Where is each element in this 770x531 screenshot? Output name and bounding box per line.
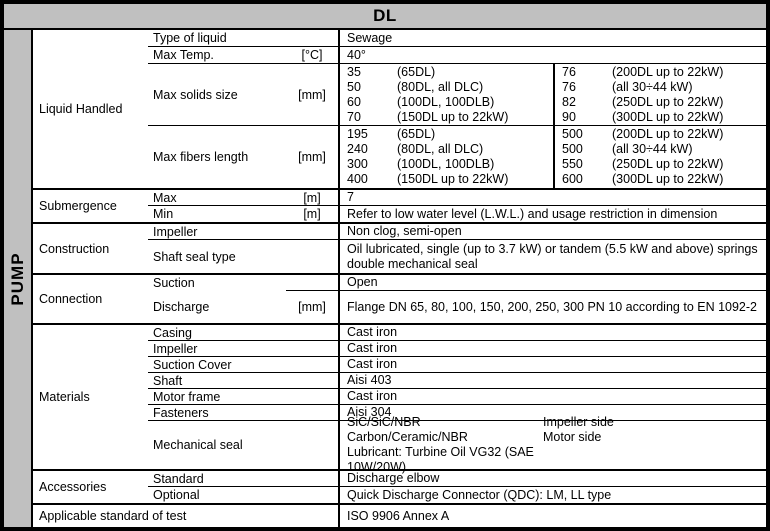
value-cell (338, 47, 766, 64)
property-label: Type of liquid (148, 30, 286, 47)
property-label: Impeller (148, 341, 286, 357)
spec-row-applicable-standard-of-test (338, 505, 766, 527)
value-material: Lubricant: Turbine Oil VG32 (SAE 10W/20W) (347, 445, 534, 474)
spec-group-submergence-max (33, 190, 766, 224)
value-line (562, 65, 766, 80)
value-model-note: (65DL) (397, 127, 436, 141)
value-text: Cast iron (347, 389, 398, 403)
value-text: 40° (347, 47, 366, 62)
group-label: Accessories (39, 480, 107, 494)
property-label: Max solids size (148, 64, 286, 126)
unit-label (286, 275, 338, 291)
spec-row-submergence-min (148, 206, 766, 222)
property-label: Impeller (148, 224, 286, 240)
value-line (347, 80, 553, 95)
value-number: 70 (347, 109, 361, 124)
value-model-note: (100DL, 100DLB) (397, 94, 495, 109)
value-model-note: (all 30÷44 kW) (612, 79, 693, 94)
spec-row-suction-cover (148, 357, 766, 373)
table-title (4, 4, 766, 30)
unit-label: [m] (303, 207, 321, 221)
unit-label (286, 240, 338, 273)
property-label: Mechanical seal (153, 438, 243, 452)
unit-label (286, 357, 338, 373)
value-text: 7 (347, 190, 354, 204)
value-line (562, 110, 766, 125)
value-text: Cast iron (347, 357, 398, 371)
value-side-note: Motor side (543, 430, 602, 444)
value-model-note: (250DL up to 22kW) (612, 157, 724, 171)
value-model-note: (300DL up to 22kW) (612, 109, 724, 124)
unit-label (286, 487, 338, 503)
spec-row-submergence-max (148, 190, 766, 206)
unit-label (286, 30, 338, 47)
value-model-note: (all 30÷44 kW) (612, 142, 693, 156)
value-number: 50 (347, 79, 361, 94)
value-number: 90 (562, 109, 576, 124)
value-cell (338, 275, 766, 291)
value-model-note: (300DL up to 22kW) (612, 172, 724, 186)
value-text: Aisi 403 (347, 373, 392, 387)
spec-row-max-fibers-length (148, 126, 766, 188)
value-number: 240 (347, 142, 368, 156)
value-number: 500 (562, 127, 583, 141)
spec-row-impeller-material (148, 341, 766, 357)
value-cell (338, 30, 766, 47)
group-rows (148, 471, 766, 503)
value-model-note: (100DL, 100DLB) (397, 157, 495, 171)
value-model-note: (150DL up to 22kW) (397, 172, 509, 186)
value-subcolumn-right (553, 126, 766, 188)
spec-row-max-temp (148, 47, 766, 64)
property-label: Min (153, 207, 174, 221)
unit-label (286, 389, 338, 405)
group-label: Submergence (39, 199, 117, 213)
property-label: Max (148, 190, 286, 206)
value-text: Refer to low water level (L.W.L.) and usage restriction in dimension (347, 206, 718, 221)
value-line (347, 142, 553, 157)
value-text: Discharge elbow (347, 471, 440, 485)
unit-label (286, 224, 338, 240)
value-text: Sewage (347, 30, 393, 45)
spec-row-shaft (148, 373, 766, 389)
value-model-note: (65DL) (397, 64, 436, 79)
spec-row-max-solids-size (148, 64, 766, 126)
value-number: 400 (347, 172, 368, 186)
value-line (562, 127, 766, 142)
value-subcolumn-left (340, 64, 553, 125)
unit-label: [mm] (298, 300, 326, 314)
value-material: SiC/SiC/NBR (347, 415, 421, 429)
value-model-note: (150DL up to 22kW) (397, 109, 509, 124)
value-line (347, 157, 553, 172)
value-number: 550 (562, 157, 583, 171)
value-number: 76 (562, 64, 576, 79)
value-cell (338, 341, 766, 357)
spec-row-optional-accessory (148, 487, 766, 503)
group-label: Connection (39, 292, 103, 306)
property-label: Suction Cover (148, 357, 286, 373)
value-number: 76 (562, 79, 576, 94)
property-label: Optional (153, 488, 200, 502)
group-label: Construction (39, 241, 110, 256)
value-cell (338, 126, 766, 188)
spec-row-impeller-construction (148, 224, 766, 240)
value-line (347, 95, 553, 110)
value-subcolumn-right (553, 64, 766, 125)
value-cell (338, 471, 766, 487)
value-cell (338, 224, 766, 240)
value-cell (338, 206, 766, 222)
spec-group-suction (33, 275, 766, 325)
value-line (562, 142, 766, 157)
group-rows (148, 224, 766, 273)
unit-label: [m] (286, 190, 338, 206)
unit-label: [°C] (286, 47, 338, 64)
unit-label: [mm] (286, 64, 338, 126)
value-cell (338, 64, 766, 126)
value-text: Cast iron (347, 341, 398, 355)
value-text: Cast iron (347, 325, 398, 339)
group-rows (148, 325, 766, 474)
unit-label (286, 471, 338, 487)
value-text: Open (347, 275, 378, 289)
value-line (562, 157, 766, 172)
group-rows (148, 30, 766, 188)
value-model-note: (200DL up to 22kW) (612, 64, 724, 79)
value-text: Flange DN 65, 80, 100, 150, 200, 250, 300 PN 10 according to EN 1092-2 (347, 299, 757, 314)
spec-row-shaft-seal-type (148, 240, 766, 273)
value-number: 60 (347, 94, 361, 109)
value-line (562, 80, 766, 95)
group-rows (148, 190, 766, 222)
value-cell (338, 190, 766, 206)
value-line (562, 172, 766, 187)
unit-label (286, 373, 338, 389)
value-line (347, 415, 760, 430)
value-cell (338, 487, 766, 503)
property-label: Max Temp. (148, 47, 286, 64)
unit-label (286, 405, 338, 421)
value-cell (338, 325, 766, 341)
group-rows (148, 275, 766, 323)
group-rows (338, 505, 766, 527)
value-line (562, 95, 766, 110)
spec-group-standard-accessory (33, 471, 766, 505)
spec-row-motor-frame (148, 389, 766, 405)
unit-label (286, 341, 338, 357)
property-label: Casing (148, 325, 286, 341)
value-cell (338, 291, 766, 323)
value-text: ISO 9906 Annex A (347, 508, 450, 523)
value-line (347, 127, 553, 142)
group-label: Applicable standard of test (39, 509, 187, 523)
spec-row-standard-accessory (148, 471, 766, 487)
spec-group-impeller-construction (33, 224, 766, 275)
value-subcolumn-left (340, 126, 553, 188)
property-label: Fasteners (148, 405, 286, 421)
value-text: Quick Discharge Connector (QDC): LM, LL type (347, 487, 612, 502)
property-label: Max fibers length (153, 150, 249, 164)
spec-row-casing (148, 325, 766, 341)
unit-label (286, 325, 338, 341)
value-material: Carbon/Ceramic/NBR (347, 430, 468, 444)
value-number: 35 (347, 64, 361, 79)
value-line (347, 65, 553, 80)
value-model-note: (80DL, all DLC) (397, 79, 484, 94)
value-line (347, 110, 553, 125)
table-title-text: DL (373, 6, 397, 25)
property-label: Standard (148, 471, 286, 487)
property-label: Shaft seal type (153, 249, 236, 264)
unit-label: [mm] (298, 150, 326, 164)
pump-side-column (4, 30, 33, 527)
spec-row-discharge (148, 291, 766, 323)
value-number: 195 (347, 127, 368, 141)
spec-row-type-of-liquid (148, 30, 766, 47)
spec-row-suction (148, 275, 766, 291)
value-number: 300 (347, 157, 368, 171)
value-text: Non clog, semi-open (347, 224, 462, 238)
value-number: 500 (562, 142, 583, 156)
value-model-note: (250DL up to 22kW) (612, 94, 724, 109)
spec-group-casing (33, 325, 766, 474)
value-cell (338, 373, 766, 389)
table-body (4, 30, 766, 527)
property-label: Suction (153, 276, 195, 290)
spec-group-type-of-liquid (33, 30, 766, 190)
spec-group-applicable-standard-of-test (33, 505, 766, 527)
unit-label (286, 421, 338, 469)
value-model-note: (80DL, all DLC) (397, 142, 484, 156)
value-number: 600 (562, 172, 583, 186)
property-label: Motor frame (148, 389, 286, 405)
value-cell (338, 389, 766, 405)
value-number: 82 (562, 94, 576, 109)
value-cell (338, 505, 766, 527)
group-label: Liquid Handled (39, 102, 123, 116)
spec-row-mechanical-seal (148, 415, 766, 474)
spec-rows-area (33, 30, 766, 527)
value-side-note: Impeller side (543, 415, 614, 429)
property-label: Discharge (153, 300, 210, 314)
value-model-note: (200DL up to 22kW) (612, 127, 724, 141)
value-cell (338, 240, 766, 273)
value-text: Oil lubricated, single (up to 3.7 kW) or tandem (5.5 kW and above) springs double mechanical seal (347, 241, 758, 271)
value-text: Aisi 304 (347, 405, 392, 419)
value-line (347, 430, 760, 445)
group-label: Materials (39, 390, 90, 404)
property-label: Shaft (148, 373, 286, 389)
value-cell (338, 415, 766, 474)
pump-side-label: PUMP (7, 251, 27, 306)
value-line (347, 172, 553, 187)
value-cell (338, 357, 766, 373)
